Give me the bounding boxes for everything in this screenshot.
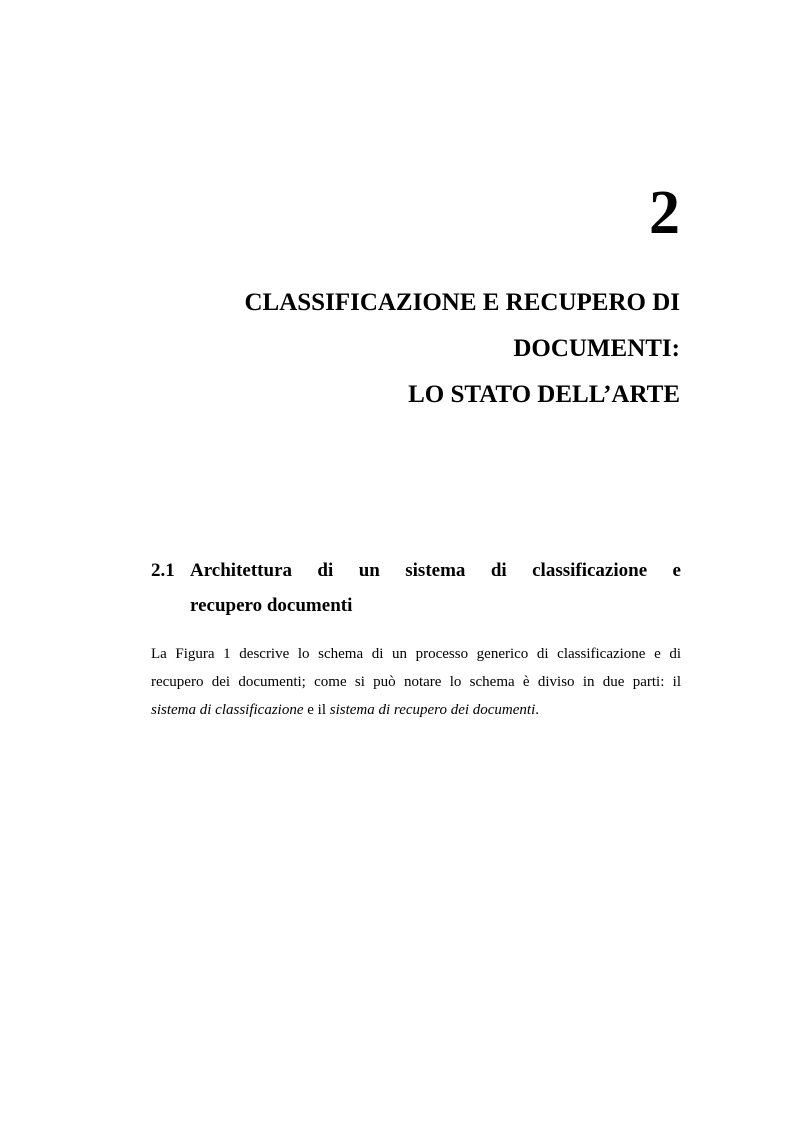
chapter-title — [120, 280, 680, 418]
chapter-title-line: CLASSIFICAZIONE E RECUPERO DI — [244, 289, 680, 316]
section-title-line: recupero documenti — [190, 595, 353, 616]
chapter-title-line: LO STATO DELL’ARTE — [408, 381, 680, 408]
paragraph-line — [151, 696, 681, 724]
section-number: 2.1 — [151, 560, 175, 581]
chapter-title-line: DOCUMENTI: — [513, 335, 680, 362]
paragraph-period: . — [535, 702, 540, 718]
section-title — [190, 553, 681, 623]
section-heading — [151, 553, 681, 623]
paragraph-line: La Figura 1 descrive lo schema di un processo generico di classificazione e di — [151, 646, 681, 662]
term-retrieval-system: sistema di recupero dei documenti — [329, 702, 536, 718]
paragraph-connector: e il — [303, 702, 330, 718]
chapter-number: 2 — [649, 179, 680, 247]
paragraph-line: recupero dei documenti; come si può notare lo schema è diviso in due parti: il — [151, 674, 681, 690]
term-classification-system: sistema di classificazione — [151, 702, 304, 718]
section-title-line: Architettura di un sistema di classificazione e — [190, 560, 681, 581]
body-paragraph — [151, 640, 681, 724]
